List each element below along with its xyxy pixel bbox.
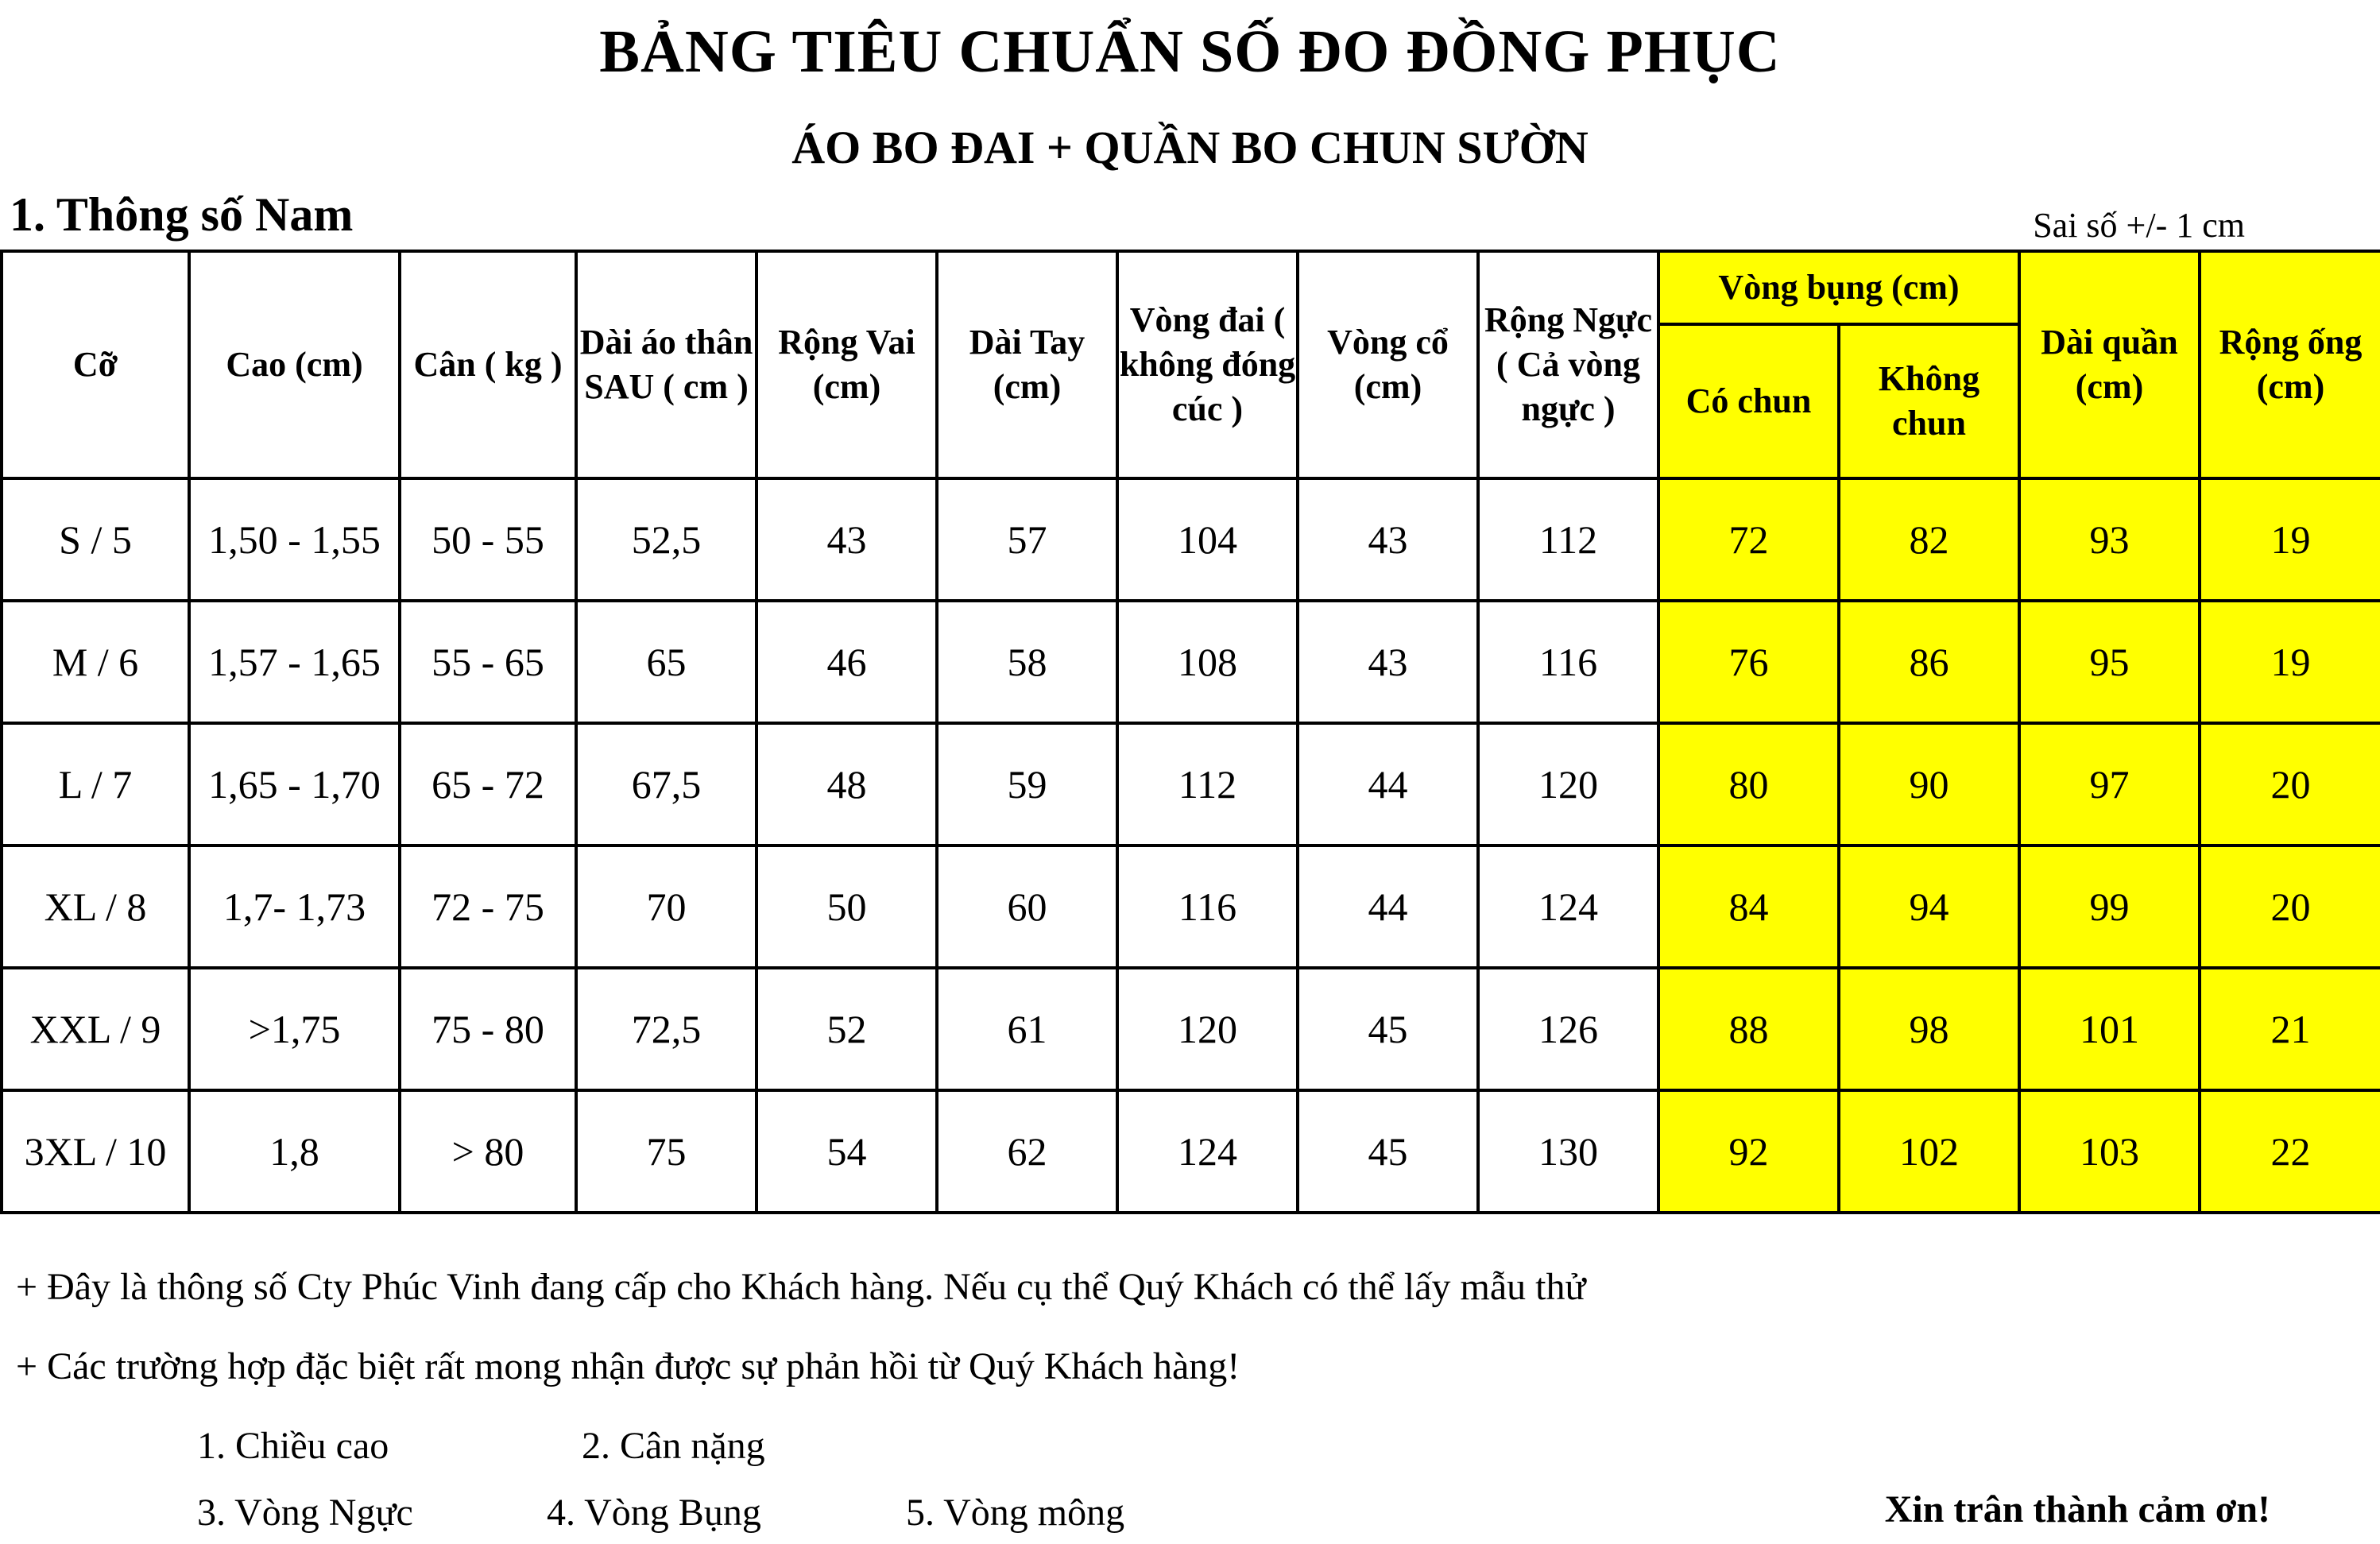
cell-back-length: 67,5: [576, 723, 757, 846]
cell-leg-width: 21: [2200, 968, 2380, 1090]
cell-chest: 116: [1478, 601, 1658, 723]
note-line-1: + Đây là thông số Cty Phúc Vinh đang cấp cho Khách hàng. Nếu cụ thể Quý Khách có thể lấy mẫu thử: [16, 1266, 1586, 1308]
size-table: [0, 250, 2380, 1214]
cell-chest: 130: [1478, 1090, 1658, 1213]
cell-shoulder: 50: [757, 846, 937, 968]
cell-weight: 72 - 75: [400, 846, 576, 968]
cell-hem: 112: [1117, 723, 1298, 846]
cell-shoulder: 46: [757, 601, 937, 723]
cell-sleeve: 57: [937, 478, 1117, 601]
header-can: Cân ( kg ): [400, 251, 576, 478]
cell-neck: 43: [1298, 478, 1478, 601]
cell-back-length: 70: [576, 846, 757, 968]
header-rong-vai: Rộng Vai (cm): [757, 251, 937, 478]
header-vong-co: Vòng cổ (cm): [1298, 251, 1478, 478]
cell-back-length: 52,5: [576, 478, 757, 601]
cell-back-length: 65: [576, 601, 757, 723]
cell-weight: 50 - 55: [400, 478, 576, 601]
table-row: [2, 968, 2380, 1090]
header-khong-chun: Không chun: [1839, 324, 2019, 478]
cell-chest: 124: [1478, 846, 1658, 968]
cell-hem: 124: [1117, 1090, 1298, 1213]
cell-waist-no-elastic: 102: [1839, 1090, 2019, 1213]
cell-sleeve: 60: [937, 846, 1117, 968]
cell-shoulder: 48: [757, 723, 937, 846]
cell-sleeve: 61: [937, 968, 1117, 1090]
cell-sleeve: 62: [937, 1090, 1117, 1213]
cell-height: 1,8: [189, 1090, 400, 1213]
cell-hem: 108: [1117, 601, 1298, 723]
measure-item-height: 1. Chiều cao: [197, 1425, 389, 1467]
cell-sleeve: 59: [937, 723, 1117, 846]
cell-size: S / 5: [2, 478, 189, 601]
table-row: [2, 601, 2380, 723]
cell-leg-width: 22: [2200, 1090, 2380, 1213]
note-line-2: + Các trường hợp đặc biệt rất mong nhận được sự phản hồi từ Quý Khách hàng!: [16, 1345, 1240, 1387]
cell-neck: 44: [1298, 723, 1478, 846]
cell-pants-length: 99: [2019, 846, 2200, 968]
measure-item-waist: 4. Vòng Bụng: [547, 1492, 761, 1534]
table-row: [2, 723, 2380, 846]
cell-back-length: 75: [576, 1090, 757, 1213]
cell-shoulder: 52: [757, 968, 937, 1090]
cell-hem: 116: [1117, 846, 1298, 968]
cell-waist-no-elastic: 90: [1839, 723, 2019, 846]
cell-size: M / 6: [2, 601, 189, 723]
cell-size: L / 7: [2, 723, 189, 846]
cell-waist-no-elastic: 94: [1839, 846, 2019, 968]
measure-item-hip: 5. Vòng mông: [906, 1492, 1125, 1534]
header-vong-dai: Vòng đai ( không đóng cúc ): [1117, 251, 1298, 478]
cell-height: >1,75: [189, 968, 400, 1090]
cell-hem: 120: [1117, 968, 1298, 1090]
cell-waist-elastic: 76: [1658, 601, 1839, 723]
cell-leg-width: 19: [2200, 478, 2380, 601]
header-dai-quan: Dài quần (cm): [2019, 251, 2200, 478]
cell-weight: > 80: [400, 1090, 576, 1213]
page-title: BẢNG TIÊU CHUẨN SỐ ĐO ĐỒNG PHỤC: [599, 18, 1781, 85]
cell-height: 1,7- 1,73: [189, 846, 400, 968]
cell-pants-length: 103: [2019, 1090, 2200, 1213]
cell-chest: 126: [1478, 968, 1658, 1090]
cell-weight: 55 - 65: [400, 601, 576, 723]
cell-leg-width: 20: [2200, 723, 2380, 846]
cell-height: 1,50 - 1,55: [189, 478, 400, 601]
cell-waist-elastic: 88: [1658, 968, 1839, 1090]
cell-neck: 43: [1298, 601, 1478, 723]
table-row: [2, 1090, 2380, 1213]
cell-chest: 120: [1478, 723, 1658, 846]
header-cao: Cao (cm): [189, 251, 400, 478]
cell-height: 1,65 - 1,70: [189, 723, 400, 846]
table-row: [2, 478, 2380, 601]
cell-waist-no-elastic: 86: [1839, 601, 2019, 723]
cell-chest: 112: [1478, 478, 1658, 601]
cell-shoulder: 43: [757, 478, 937, 601]
cell-size: XXL / 9: [2, 968, 189, 1090]
cell-size: 3XL / 10: [2, 1090, 189, 1213]
cell-waist-elastic: 80: [1658, 723, 1839, 846]
page-subtitle: ÁO BO ĐAI + QUẦN BO CHUN SƯỜN: [791, 122, 1589, 173]
cell-pants-length: 95: [2019, 601, 2200, 723]
header-dai-tay: Dài Tay (cm): [937, 251, 1117, 478]
cell-neck: 45: [1298, 1090, 1478, 1213]
cell-waist-elastic: 72: [1658, 478, 1839, 601]
header-rong-nguc: Rộng Ngực ( Cả vòng ngực ): [1478, 251, 1658, 478]
cell-neck: 44: [1298, 846, 1478, 968]
cell-weight: 75 - 80: [400, 968, 576, 1090]
cell-waist-no-elastic: 82: [1839, 478, 2019, 601]
cell-hem: 104: [1117, 478, 1298, 601]
cell-size: XL / 8: [2, 846, 189, 968]
header-co: Cỡ: [2, 251, 189, 478]
cell-waist-elastic: 84: [1658, 846, 1839, 968]
cell-pants-length: 101: [2019, 968, 2200, 1090]
header-dai-ao: Dài áo thân SAU ( cm ): [576, 251, 757, 478]
measure-item-chest: 3. Vòng Ngực: [197, 1492, 413, 1534]
cell-leg-width: 20: [2200, 846, 2380, 968]
cell-weight: 65 - 72: [400, 723, 576, 846]
header-co-chun: Có chun: [1658, 324, 1839, 478]
cell-sleeve: 58: [937, 601, 1117, 723]
cell-leg-width: 19: [2200, 601, 2380, 723]
tolerance-note: Sai số +/- 1 cm: [2033, 206, 2245, 245]
thanks-note: Xin trân thành cảm ơn!: [1884, 1488, 2270, 1530]
header-rong-ong: Rộng ống (cm): [2200, 251, 2380, 478]
header-vong-bung: Vòng bụng (cm): [1658, 251, 2019, 324]
cell-height: 1,57 - 1,65: [189, 601, 400, 723]
cell-pants-length: 97: [2019, 723, 2200, 846]
cell-neck: 45: [1298, 968, 1478, 1090]
cell-shoulder: 54: [757, 1090, 937, 1213]
table-row: [2, 846, 2380, 968]
cell-pants-length: 93: [2019, 478, 2200, 601]
cell-waist-elastic: 92: [1658, 1090, 1839, 1213]
measure-item-weight: 2. Cân nặng: [582, 1425, 765, 1467]
section-title: 1. Thông số Nam: [10, 188, 354, 241]
cell-back-length: 72,5: [576, 968, 757, 1090]
cell-waist-no-elastic: 98: [1839, 968, 2019, 1090]
